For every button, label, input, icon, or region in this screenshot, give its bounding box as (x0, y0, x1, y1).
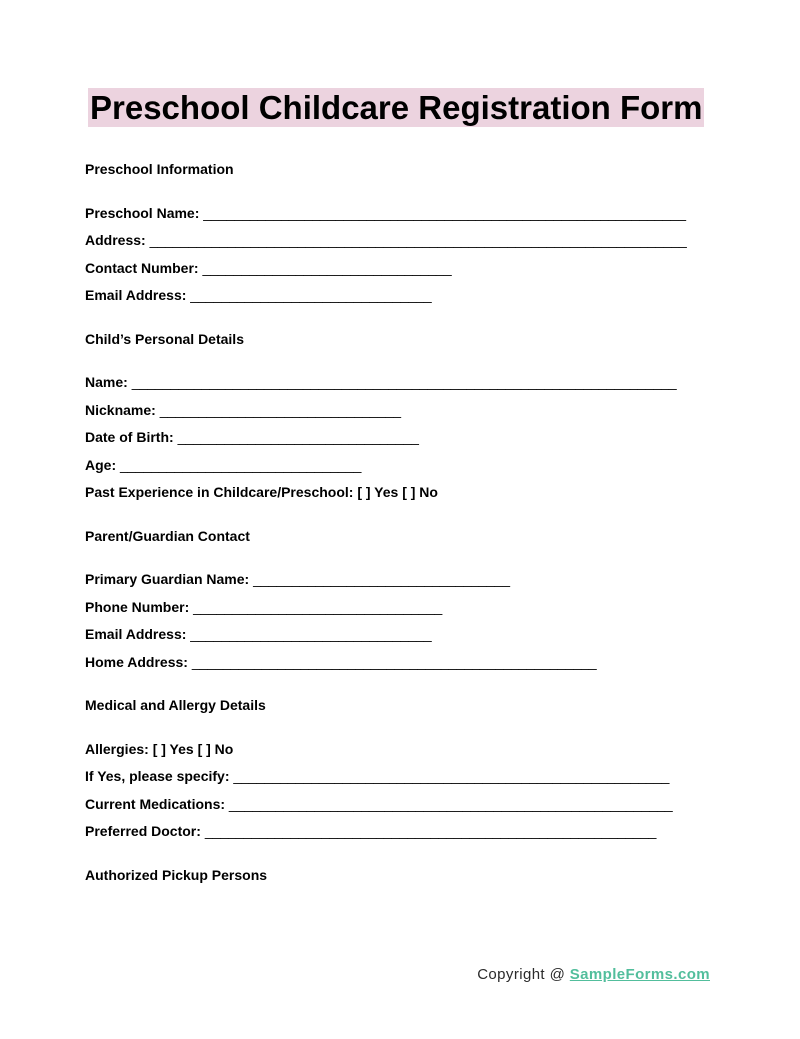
fill-in-line: _________________________________________________________ (228, 795, 673, 812)
section-fields-preschool-information (85, 200, 725, 310)
fill-in-line: ________________________________ (202, 259, 452, 276)
field-label: Home Address: (85, 653, 188, 670)
fill-in-line: _______________________________ (177, 429, 419, 445)
section-fields-childs-personal-details (85, 369, 725, 507)
sampleforms-link[interactable]: SampleForms.com (569, 966, 710, 983)
field-label: Primary Guardian Name: (85, 571, 250, 587)
field-label: Date of Birth: (85, 429, 174, 445)
form-body (85, 156, 725, 905)
field-label: Preferred Doctor: (85, 823, 201, 839)
fill-in-line: _______________________________ (190, 626, 432, 642)
fill-in-line: ____________________________________________________ (191, 653, 597, 670)
field-preschool-name (85, 200, 725, 228)
fill-in-line: _________________________________ (253, 571, 511, 587)
field-label: Name: (85, 374, 128, 390)
fill-in-line: _____________________________________________________________________ (149, 232, 687, 248)
field-home-address (85, 649, 725, 677)
field-label: Phone Number: (85, 598, 190, 615)
field-if-yes-specify (85, 763, 725, 791)
fill-in-line: _______________________________ (159, 401, 402, 418)
field-current-medications (85, 791, 725, 819)
section-heading-authorized-pickup-persons: Authorized Pickup Persons (85, 866, 268, 883)
fill-in-line: _______________________________ (190, 287, 432, 303)
field-preferred-doctor (85, 818, 725, 846)
fill-in-line: _______________________________ (120, 456, 362, 473)
field-name (85, 369, 725, 397)
field-label: Address: (85, 232, 146, 248)
field-date-of-birth (85, 424, 725, 452)
section-heading-parent-guardian-contact: Parent/Guardian Contact (85, 527, 250, 544)
footer (477, 966, 710, 983)
field-label: Nickname: (85, 401, 156, 418)
field-allergies-checkboxes (85, 736, 725, 764)
fill-in-line: ________________________________ (193, 598, 443, 615)
fill-in-line: ________________________________________________________ (233, 768, 670, 784)
field-guardian-email-address (85, 621, 725, 649)
field-email-address (85, 282, 725, 310)
section-heading-childs-personal-details: Child’s Personal Details (85, 330, 244, 347)
field-label: Email Address: (85, 626, 187, 642)
field-label: Email Address: (85, 287, 187, 303)
field-label: Current Medications: (85, 795, 226, 812)
fill-in-line: ______________________________________________________________________ (131, 374, 677, 390)
field-age (85, 452, 725, 480)
section-heading-preschool-information: Preschool Information (85, 161, 234, 177)
section-fields-medical-allergy-details (85, 736, 725, 846)
fill-in-line: __________________________________________________________ (204, 823, 657, 839)
field-primary-guardian-name (85, 566, 725, 594)
field-label: Past Experience in Childcare/Preschool: [ ] Yes [ ] No (85, 484, 438, 500)
field-past-experience-checkboxes (85, 479, 725, 507)
field-nickname (85, 397, 725, 425)
field-address (85, 227, 725, 255)
form-title (88, 88, 704, 127)
section-heading-medical-allergy-details: Medical and Allergy Details (85, 697, 266, 713)
field-contact-number (85, 255, 725, 283)
field-label: Age: (85, 456, 117, 473)
field-label: Preschool Name: (85, 204, 200, 221)
section-fields-parent-guardian-contact (85, 566, 725, 676)
field-label: Allergies: [ ] Yes [ ] No (85, 740, 234, 757)
field-phone-number (85, 594, 725, 622)
field-label: If Yes, please specify: (85, 768, 230, 784)
field-label: Contact Number: (85, 259, 199, 276)
copyright-text: Copyright @ (477, 966, 566, 983)
form-title-text: Preschool Childcare Registration Form (90, 89, 703, 126)
fill-in-line: ______________________________________________________________ (203, 204, 687, 221)
